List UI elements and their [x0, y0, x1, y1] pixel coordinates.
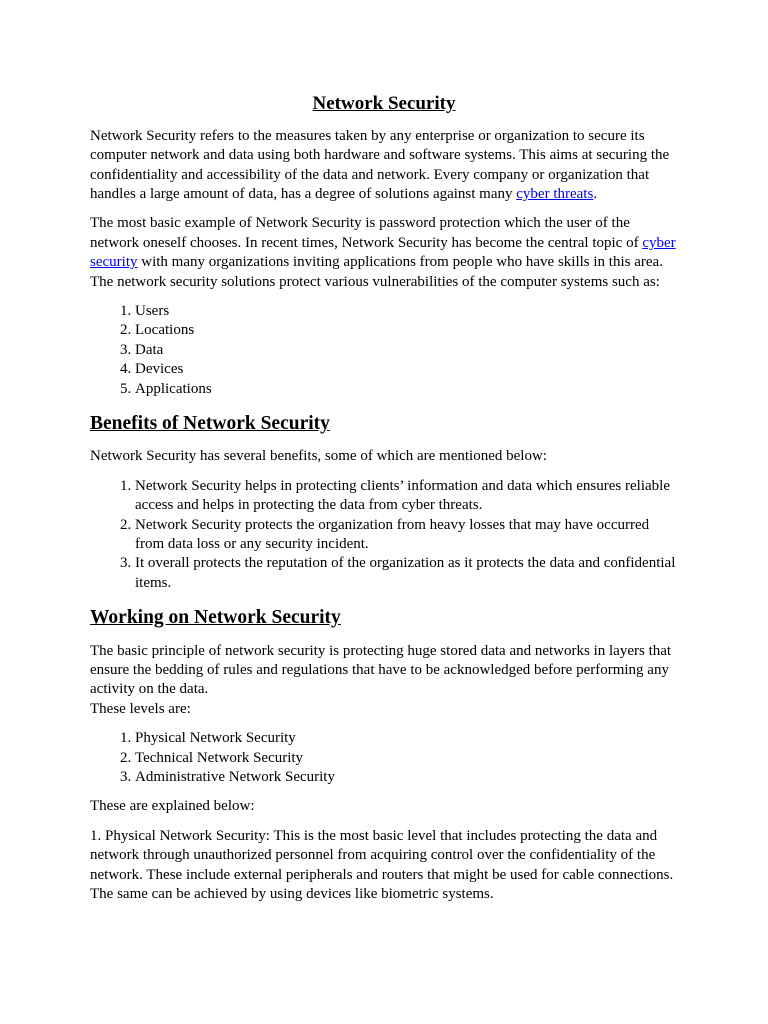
list-item: 2. Locations	[135, 321, 678, 340]
intro-paragraph-2-end: with many organizations inviting applications from people who have skills in this area. The network security solutions protect various vulnerabilities of the computer systems such as:	[90, 254, 663, 290]
working-paragraph-1: The basic principle of network security is protecting huge stored data and networks in layers that ensure the bedding of rules and regulations that have to be acknowledged before performing any activity on the data.	[90, 642, 672, 698]
intro-paragraph-2	[90, 214, 678, 292]
vulnerabilities-list	[90, 302, 678, 399]
explained-intro: These are explained below:	[90, 798, 255, 815]
cyber-security-link[interactable]: cyber security	[90, 234, 676, 271]
levels-list	[90, 729, 678, 787]
intro-paragraph-1-text: Network Security refers to the measures taken by any enterprise or organization to secure its computer network and data using both hardware and software systems. This aims at securing the confidentiality and accessibility of the data and network. Every company or organization that handles a large amount of data, has a degree of solutions against many	[90, 127, 670, 202]
benefits-heading: Benefits of Network Security	[90, 412, 330, 434]
cyber-threats-link[interactable]: cyber threats	[516, 185, 594, 202]
list-item: 3. Data	[135, 341, 678, 360]
list-item: 5. Applications	[135, 380, 678, 399]
page-title: Network Security	[312, 93, 456, 114]
list-item: 2. Technical Network Security	[135, 749, 678, 768]
list-item: 1. Users	[135, 302, 678, 321]
physical-security-paragraph: 1. Physical Network Security: This is the most basic level that includes protecting the data and network through unauthorized personnel from acquiring control over the confidentiality of the network. These include external peripherals and routers that might be used for cable connections. The same can be achieved by using devices like biometric systems.	[90, 827, 674, 902]
list-item: 3. It overall protects the reputation of the organization as it protects the data and confidential items.	[135, 554, 678, 593]
working-levels-intro: These levels are:	[90, 700, 191, 717]
intro-paragraph-1-end: .	[593, 185, 598, 202]
list-item: 1. Network Security helps in protecting clients’ information and data which ensures reliable access and helps in protecting the data from cyber threats.	[135, 477, 678, 516]
intro-paragraph-2-start: The most basic example of Network Security is password protection which the user of the network oneself chooses. In recent times, Network Security has become the central topic of	[90, 215, 643, 251]
benefits-list	[90, 477, 678, 593]
list-item: 3. Administrative Network Security	[135, 768, 678, 787]
benefits-intro: Network Security has several benefits, some of which are mentioned below:	[90, 448, 547, 465]
list-item: 2. Network Security protects the organization from heavy losses that may have occurred from data loss or any security incident.	[135, 516, 678, 555]
working-heading: Working on Network Security	[90, 607, 341, 629]
list-item: 4. Devices	[135, 360, 678, 379]
intro-paragraph-1	[90, 127, 678, 205]
list-item: 1. Physical Network Security	[135, 729, 678, 748]
